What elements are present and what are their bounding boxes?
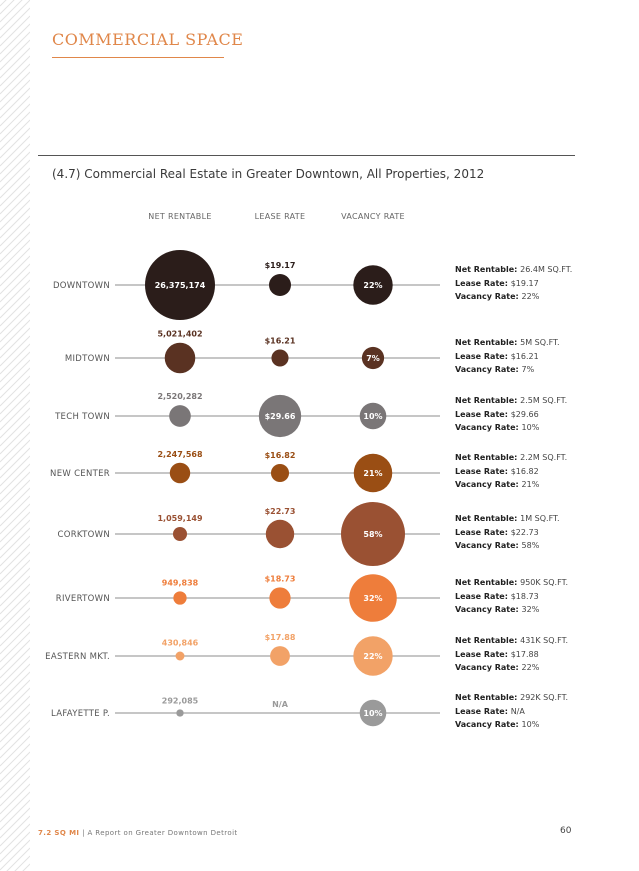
lease-rate-label: $29.66 <box>264 412 296 421</box>
net-rentable-label: 5,021,402 <box>157 329 203 339</box>
net-rentable-label: 430,846 <box>161 638 199 648</box>
summary-value: N/A <box>510 706 525 716</box>
summary-key: Vacancy Rate: <box>455 605 522 614</box>
net-rentable-label: 949,838 <box>161 578 199 588</box>
summary-value: 2.5M SQ.FT. <box>520 396 568 405</box>
row-label: DOWNTOWN <box>52 281 110 291</box>
footer-brand: 7.2 SQ MI <box>38 829 80 837</box>
summary-value: 431K SQ.FT. <box>520 636 569 645</box>
summary-key: Net Rentable: <box>455 693 521 702</box>
summary-line <box>455 648 605 662</box>
section-title: COMMERCIAL SPACE <box>52 30 244 49</box>
summary-key: Vacancy Rate: <box>455 720 522 729</box>
summary-key: Lease Rate: <box>455 591 511 601</box>
summary-line <box>455 408 605 422</box>
summary-key: Net Rentable: <box>455 453 521 462</box>
summary-key: Lease Rate: <box>455 527 511 537</box>
summary-value: $16.82 <box>510 466 539 476</box>
summary-value: 32% <box>521 605 540 614</box>
summary-value: $16.21 <box>510 351 539 361</box>
chart-title: (4.7) Commercial Real Estate in Greater Downtown, All Properties, 2012 <box>52 167 485 181</box>
summary-key: Net Rentable: <box>455 265 521 274</box>
row-label: CORKTOWN <box>57 530 110 540</box>
net-rentable-bubble <box>176 709 183 716</box>
lease-rate-bubble <box>269 274 291 296</box>
row-summary <box>455 451 605 492</box>
row-summary <box>455 691 605 732</box>
summary-key: Net Rentable: <box>455 578 521 587</box>
row-summary <box>455 394 605 435</box>
lease-rate-label: $16.82 <box>264 450 296 460</box>
summary-line <box>455 705 605 719</box>
summary-line <box>455 465 605 479</box>
summary-key: Lease Rate: <box>455 649 511 659</box>
summary-value: $17.88 <box>510 649 539 659</box>
net-rentable-label: 1,059,149 <box>157 513 203 523</box>
row-label: RIVERTOWN <box>55 594 110 604</box>
row-label: LAFAYETTE P. <box>51 709 110 719</box>
lease-rate-label: N/A <box>272 700 288 709</box>
summary-key: Vacancy Rate: <box>455 663 522 672</box>
vacancy-rate-label: 32% <box>363 594 383 603</box>
summary-line <box>455 576 605 590</box>
lease-rate-label: $19.17 <box>264 261 296 270</box>
summary-value: $19.17 <box>510 278 539 288</box>
net-rentable-bubble <box>176 652 185 661</box>
summary-line <box>455 603 605 617</box>
summary-key: Vacancy Rate: <box>455 365 522 374</box>
summary-line <box>455 478 605 492</box>
summary-value: 10% <box>521 720 540 729</box>
summary-line <box>455 661 605 675</box>
net-rentable-bubble <box>170 463 190 483</box>
summary-key: Vacancy Rate: <box>455 541 522 550</box>
row-summary <box>455 263 605 304</box>
lease-rate-bubble <box>270 646 290 666</box>
summary-line <box>455 421 605 435</box>
summary-value: 2.2M SQ.FT. <box>520 453 568 462</box>
summary-key: Lease Rate: <box>455 409 511 419</box>
summary-key: Vacancy Rate: <box>455 423 522 432</box>
row-label: MIDTOWN <box>64 354 110 364</box>
summary-line <box>455 277 605 291</box>
summary-value: 58% <box>521 541 540 550</box>
summary-line <box>455 394 605 408</box>
vacancy-rate-label: 22% <box>363 652 383 661</box>
summary-value: 292K SQ.FT. <box>520 693 569 702</box>
footer <box>38 829 238 837</box>
row-label: TECH TOWN <box>55 412 110 422</box>
summary-value: 10% <box>521 423 540 432</box>
column-header: VACANCY RATE <box>341 212 405 221</box>
summary-value: 26.4M SQ.FT. <box>520 265 573 274</box>
summary-line <box>455 634 605 648</box>
summary-value: 5M SQ.FT. <box>520 338 560 347</box>
summary-key: Lease Rate: <box>455 351 511 361</box>
row-summary <box>455 634 605 675</box>
summary-line <box>455 451 605 465</box>
column-header: LEASE RATE <box>254 212 306 221</box>
summary-value: 21% <box>521 480 540 489</box>
column-header: NET RENTABLE <box>148 212 212 221</box>
row-summary <box>455 336 605 377</box>
vacancy-rate-label: 7% <box>366 354 380 363</box>
page-number: 60 <box>560 826 572 836</box>
lease-rate-bubble <box>269 587 290 608</box>
lease-rate-label: $17.88 <box>264 633 296 643</box>
summary-line <box>455 350 605 364</box>
summary-line <box>455 718 605 732</box>
net-rentable-bubble <box>173 527 187 541</box>
vacancy-rate-label: 58% <box>363 530 383 539</box>
vacancy-rate-label: 22% <box>363 281 383 290</box>
summary-value: 22% <box>521 663 540 672</box>
row-summary <box>455 512 605 553</box>
summary-key: Net Rentable: <box>455 396 521 405</box>
summary-key: Net Rentable: <box>455 514 521 523</box>
footer-separator: | <box>82 829 85 837</box>
summary-line <box>455 590 605 604</box>
lease-rate-bubble <box>271 349 288 366</box>
net-rentable-label: 2,247,568 <box>157 449 203 459</box>
net-rentable-bubble <box>165 343 196 374</box>
summary-line <box>455 290 605 304</box>
summary-value: 950K SQ.FT. <box>520 578 569 587</box>
vacancy-rate-label: 10% <box>363 709 383 718</box>
summary-line <box>455 539 605 553</box>
summary-key: Vacancy Rate: <box>455 292 522 301</box>
row-label: EASTERN MKT. <box>45 652 110 662</box>
summary-line <box>455 336 605 350</box>
vacancy-rate-label: 10% <box>363 412 383 421</box>
net-rentable-label: 2,520,282 <box>157 392 203 402</box>
summary-key: Net Rentable: <box>455 636 521 645</box>
footer-text: A Report on Greater Downtown Detroit <box>87 829 238 837</box>
summary-line <box>455 363 605 377</box>
summary-line <box>455 691 605 705</box>
summary-line <box>455 526 605 540</box>
lease-rate-bubble <box>271 464 289 482</box>
lease-rate-label: $18.73 <box>264 574 296 584</box>
summary-value: 22% <box>521 292 540 301</box>
summary-value: 1M SQ.FT. <box>520 514 560 523</box>
row-label: NEW CENTER <box>50 469 110 479</box>
summary-value: $29.66 <box>510 409 539 419</box>
summary-value: $22.73 <box>510 527 539 537</box>
summary-key: Vacancy Rate: <box>455 480 522 489</box>
summary-line <box>455 512 605 526</box>
lease-rate-label: $22.73 <box>264 506 296 516</box>
net-rentable-label: 292,085 <box>161 696 199 706</box>
summary-key: Net Rentable: <box>455 338 521 347</box>
summary-value: $18.73 <box>510 591 539 601</box>
net-rentable-bubble <box>169 405 191 427</box>
row-summary <box>455 576 605 617</box>
vacancy-rate-label: 21% <box>363 469 383 478</box>
summary-value: 7% <box>521 365 535 374</box>
net-rentable-bubble <box>173 591 186 604</box>
lease-rate-label: $16.21 <box>264 336 296 346</box>
summary-key: Lease Rate: <box>455 278 511 288</box>
summary-line <box>455 263 605 277</box>
summary-key: Lease Rate: <box>455 706 511 716</box>
net-rentable-label: 26,375,174 <box>154 281 206 290</box>
summary-key: Lease Rate: <box>455 466 511 476</box>
lease-rate-bubble <box>266 520 294 548</box>
